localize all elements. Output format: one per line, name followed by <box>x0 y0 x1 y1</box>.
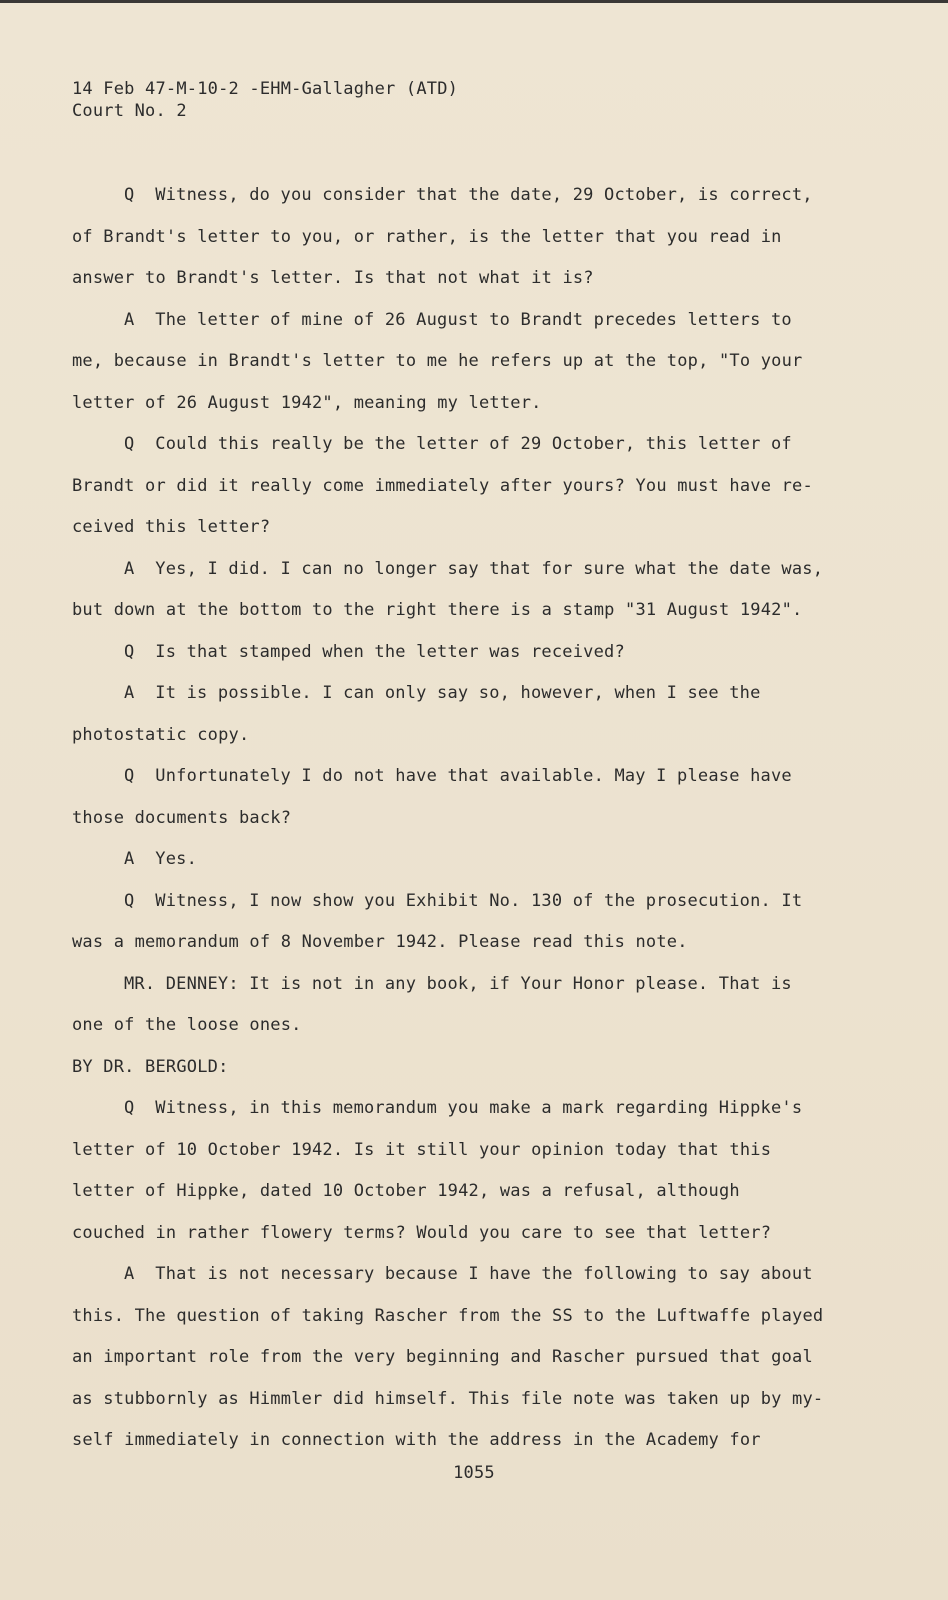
transcript-line: ceived this letter? <box>72 517 271 537</box>
transcript-line: Q Is that stamped when the letter was received? <box>124 641 625 662</box>
page-number: 1055 <box>453 1463 495 1483</box>
transcript-line: Q Witness, I now show you Exhibit No. 130 of the prosecution. It <box>124 890 803 911</box>
transcript-line: as stubbornly as Himmler did himself. This file note was taken up by my- <box>72 1388 824 1409</box>
transcript-line: A That is not necessary because I have the following to say about <box>124 1264 813 1284</box>
document-header <box>72 78 458 122</box>
transcript-line: was a memorandum of 8 November 1942. Please read this note. <box>72 932 688 952</box>
transcript-line: photostatic copy. <box>72 724 250 745</box>
transcript-line: A Yes. <box>124 849 198 869</box>
header-reference-line: 14 Feb 47-M-10-2 -EHM-Gallagher (ATD) <box>72 79 459 99</box>
transcript-line: letter of Hippke, dated 10 October 1942, was a refusal, although <box>72 1181 740 1201</box>
transcript-line: MR. DENNEY: It is not in any book, if Your Honor please. That is <box>124 973 792 994</box>
transcript-line: answer to Brandt's letter. Is that not what it is? <box>72 268 594 288</box>
page-top-edge <box>0 0 948 3</box>
transcript-line: but down at the bottom to the right there is a stamp "31 August 1942". <box>72 600 803 620</box>
transcript-line: A It is possible. I can only say so, however, when I see the <box>124 683 761 703</box>
transcript-line: me, because in Brandt's letter to me he refers up at the top, "To your <box>72 351 803 371</box>
transcript-line: of Brandt's letter to you, or rather, is the letter that you read in <box>72 226 782 247</box>
transcript-line: an important role from the very beginning and Rascher pursued that goal <box>72 1347 813 1367</box>
transcript-line: one of the loose ones. <box>72 1015 302 1035</box>
transcript-line: couched in rather flowery terms? Would you care to see that letter? <box>72 1222 772 1243</box>
transcript-line: self immediately in connection with the address in the Academy for <box>72 1430 761 1450</box>
transcript-line: Brandt or did it really come immediately after yours? You must have re- <box>72 475 813 496</box>
transcript-line: A Yes, I did. I can no longer say that for sure what the date was, <box>124 558 824 579</box>
header-court-line: Court No. 2 <box>72 101 187 121</box>
transcript-line: those documents back? <box>72 807 292 828</box>
transcript-line: letter of 26 August 1942", meaning my letter. <box>72 392 542 413</box>
transcript-body <box>72 175 832 1462</box>
transcript-line: Q Witness, do you consider that the date, 29 October, is correct, <box>124 185 813 205</box>
transcript-line: letter of 10 October 1942. Is it still your opinion today that this <box>72 1139 772 1160</box>
transcript-line: BY DR. BERGOLD: <box>72 1056 229 1077</box>
transcript-line: A The letter of mine of 26 August to Brandt precedes letters to <box>124 309 792 330</box>
transcript-line: this. The question of taking Rascher from the SS to the Luftwaffe played <box>72 1305 824 1326</box>
transcript-line: Q Unfortunately I do not have that available. May I please have <box>124 766 792 786</box>
transcript-line: Q Could this really be the letter of 29 October, this letter of <box>124 434 792 454</box>
transcript-line: Q Witness, in this memorandum you make a mark regarding Hippke's <box>124 1098 803 1118</box>
